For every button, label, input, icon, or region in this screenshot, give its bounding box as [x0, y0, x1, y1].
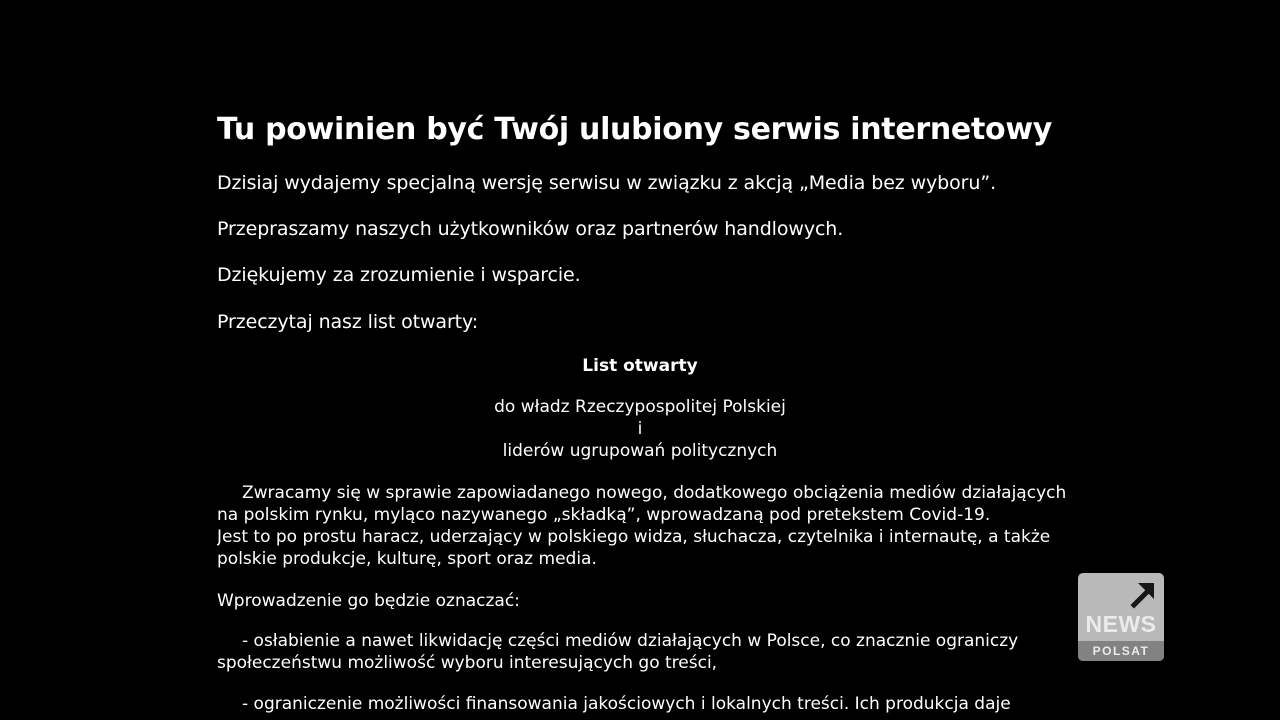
page-headline: Tu powinien być Twój ulubiony serwis internetowy [217, 112, 1052, 147]
letter-title: List otwarty [582, 356, 698, 376]
bullet-line: - osłabienie a nawet likwidację części mediów działających w Polsce, co znacznie ograniczy [242, 631, 1019, 651]
intro-read-letter: Przeczytaj nasz list otwarty: [217, 311, 479, 333]
logo-news-text: NEWS [1085, 611, 1157, 637]
paragraph-line: na polskim rynku, myląco nazywanego „składką”, wprowadzaną pod pretekstem Covid-19. [217, 505, 991, 525]
paragraph-line: polskie produkcje, kulturę, sport oraz media. [217, 549, 597, 569]
lead-line: Wprowadzenie go będzie oznaczać: [217, 591, 520, 611]
address-line: do władz Rzeczypospolitej Polskiej [494, 397, 786, 417]
address-line: i [637, 419, 643, 439]
bullet-line: - ograniczenie możliwości finansowania jakościowych i lokalnych treści. Ich produkcja daje [242, 694, 1011, 714]
letter-bullet [217, 693, 1011, 715]
arrow-up-right-icon [1128, 579, 1158, 609]
paragraph-line: Zwracamy się w sprawie zapowiadanego nowego, dodatkowego obciążenia mediów działających [242, 483, 1067, 503]
paragraph-line: Jest to po prostu haracz, uderzający w polskiego widza, słuchacza, czytelnika i internautę, a także [217, 527, 1051, 547]
letter-paragraph [217, 482, 1066, 570]
news-polsat-logo [1078, 573, 1164, 661]
intro-thanks: Dziękujemy za zrozumienie i wsparcie. [217, 264, 581, 286]
letter-address [217, 396, 1063, 462]
letter-bullet [217, 630, 1018, 674]
blackout-page [217, 0, 1067, 720]
logo-polsat-text: POLSAT [1078, 641, 1164, 661]
intro-apology: Przepraszamy naszych użytkowników oraz partnerów handlowych. [217, 218, 844, 240]
address-line: liderów ugrupowań politycznych [502, 441, 778, 461]
intro-special-edition: Dzisiaj wydajemy specjalną wersję serwisu w związku z akcją „Media bez wyboru”. [217, 172, 997, 194]
letter-lead [217, 590, 520, 612]
bullet-line: społeczeństwu możliwość wyboru interesujących go treści, [217, 653, 718, 673]
